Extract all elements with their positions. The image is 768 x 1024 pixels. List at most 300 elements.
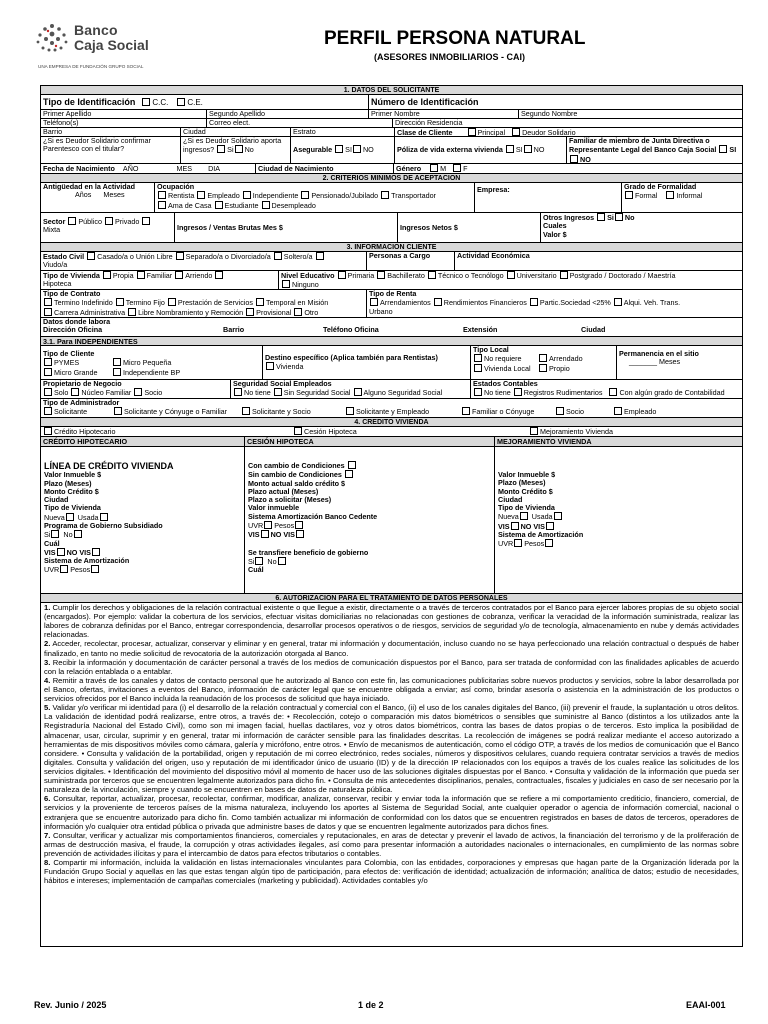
brand-logo — [34, 20, 194, 78]
mej-usada-checkbox[interactable] — [554, 512, 562, 520]
tecnico-label: Técnico o Tecnólogo — [437, 271, 504, 280]
casado-label: Casado/a o Unión Libre — [97, 252, 173, 261]
tecnico-checkbox[interactable] — [428, 271, 436, 279]
aporta-si-checkbox[interactable] — [217, 145, 225, 153]
paragraph-number: 6. — [44, 794, 51, 804]
segundo-nombre-field[interactable]: Segundo Nombre — [521, 110, 578, 118]
pensionado-label: Pensionado/Jubilado — [311, 191, 379, 201]
alqui-checkbox[interactable] — [614, 298, 622, 306]
mej-uvr-checkbox[interactable] — [514, 539, 522, 547]
paragraph-text: Acceder, recolectar, procesar, actualizar, conservar y eliminar y en general, tratar mi información y documentación, incluso cuando no se haya perfeccionado una relación contractual o después de haber finalizado, en tanto no medie solicitud de revocatoria de la autorización otorgada al Banco. — [44, 639, 739, 658]
transportador-label: Transportador — [391, 191, 436, 201]
deudor-aporta-label: ¿Si es Deudor Solidario aporta ingresos? — [183, 137, 282, 155]
temporal-label: Temporal en Misión — [265, 298, 329, 308]
programa-label: Programa de Gobierno Subsidiado — [44, 521, 163, 531]
asegurable-si-checkbox[interactable] — [335, 145, 343, 153]
cedente-vis-label: VIS — [248, 530, 260, 540]
viudo-checkbox[interactable] — [316, 252, 324, 260]
arriendo-label: Arriendo — [185, 271, 213, 280]
cc-label: C.C. — [152, 98, 169, 107]
poliza-si-label: SI — [515, 145, 523, 154]
mixta-label: Mixta — [43, 225, 61, 235]
admin-empleado-checkbox[interactable] — [346, 407, 354, 415]
anio-label: AÑO — [122, 164, 139, 173]
desempleado-label: Desempleado — [271, 200, 316, 210]
propia-checkbox[interactable] — [103, 271, 111, 279]
seguridad-label: Seguridad Social Empleados — [233, 380, 332, 388]
propietario-label: Propietario de Negocio — [43, 380, 122, 388]
rendimientos-checkbox[interactable] — [434, 298, 442, 306]
personas-label: Personas a Cargo — [369, 252, 431, 260]
programa-si-label: Si — [44, 530, 51, 540]
cedente-pesos-checkbox[interactable] — [295, 521, 303, 529]
monto-actual-label: Monto actual saldo crédito $ — [248, 478, 346, 488]
brand-tagline: UNA EMPRESA DE FUNDACIÓN GRUPO SOCIAL — [38, 64, 144, 69]
pesos-checkbox[interactable] — [91, 565, 99, 573]
familiar-viv-label: Familiar — [146, 271, 173, 280]
section-6-title: 6. AUTORIZACION PARA EL TRATAMIENTO DE DATOS PERSONALES — [41, 594, 742, 603]
registros-label: Registros Rudimentarios — [523, 388, 603, 398]
credito-hipotecario-checkbox[interactable] — [44, 427, 52, 435]
registros-checkbox[interactable] — [514, 388, 522, 396]
credito-vivienda-columns — [41, 447, 742, 594]
tipo-vivienda-label: Tipo de Vivienda — [43, 271, 100, 280]
cc-checkbox[interactable] — [142, 98, 150, 106]
mej-usada-label: Usada — [531, 512, 553, 522]
admin-socio-checkbox[interactable] — [242, 407, 250, 415]
con-algun-label: Con algún grado de Contabilidad — [619, 388, 725, 398]
transfiere-si-checkbox[interactable] — [255, 557, 263, 565]
authorization-paragraph — [44, 639, 739, 657]
transfiere-no-checkbox[interactable] — [278, 557, 286, 565]
pesos-label: Pesos — [70, 565, 91, 575]
no-vis-checkbox[interactable] — [92, 548, 100, 556]
grado-label: Grado de Formalidad — [624, 183, 697, 191]
ciudad-credito-label: Ciudad — [44, 495, 69, 505]
cambio-label: Con cambio de Condiciones — [248, 461, 345, 470]
con-algun-checkbox[interactable] — [609, 388, 617, 396]
solo-label: Solo — [54, 388, 69, 398]
pensionado-checkbox[interactable] — [301, 191, 309, 199]
programa-si-checkbox[interactable] — [51, 530, 59, 538]
empresa-label: Empresa: — [477, 185, 510, 194]
mej-plazo-label: Plazo (Meses) — [498, 478, 546, 488]
alqui-label: Alqui. Veh. Trans. — [623, 298, 681, 308]
section-3-title: 3. INFORMACION CLIENTE — [41, 243, 742, 252]
asegurable-si-label: SI — [345, 145, 352, 154]
admin-solicitante-checkbox[interactable] — [44, 407, 52, 415]
mej-valor-inmueble-label: Valor Inmueble $ — [498, 470, 556, 479]
cedente-no-vis-label: NO VIS — [270, 530, 295, 540]
estudiante-label: Estudiante — [224, 200, 259, 210]
ama-casa-checkbox[interactable] — [158, 201, 166, 209]
otros-no-checkbox[interactable] — [615, 213, 623, 221]
paragraph-text: Validar y/o verificar mi identidad para (i) el desarrollo de la relación contractual y comercial con el Banco, (ii) el uso de los canales digitales del Banco, (iii) prevenir el fraude, la suplantación u otros delitos. La validación de identidad podrá realizarse, entre otros, a través de: • Recolección, cotejo o comparación mis datos biométricos o sensibles que suministre al Banco (distintos a los utilizados ante la Registraduría Nacional del Estado Civil), como son mi imagen facial, huellas dactilares, voz y otros datos biométricos, contra las bases de datos propias o de terceros. Esto implica la posibilidad de almacenar, usar, circular, suprimir y en general, tratar mi información de carácter sensible para las finalidades descritas. La recolección de imágenes se podrá realizar mediante el acceso autorizado a herramientas de mis dispositivos móviles como cámara, galería y micrófono, entre otros. • Envío de mecanismos de autenticación, como el código OTP, a través de los medios de comunicación que el Banco considere. • Consulta y validación de la portabilidad, origen y reputación de mi correo electrónico, redes sociales, números y dispositivos celulares, cuando requiera contratar servicios a través de medios digitales. Consulta y validación del origen, uso y reputación de mi identificador único de usuario (ID) y de la dirección IP relacionados con los equipos a través de los cuales realice las solicitudes de los servicios digitales. • Identificación del movimiento del dispositivo móvil al momento de hacer uso de las soluciones digitales dispuestas por el Banco. • Consulta y validación de la información que pueda ser suministrada por terceros que se encuentren legalmente autorizados para dicho fin. • Consulta de mis antecedentes disciplinarios, penales, contractuales, fiscales y judiciales en caso de ser necesario por la naturaleza de la vinculación, siempre y cuando se encuentren en bases de datos de naturaleza pública. — [44, 703, 739, 795]
empleado-checkbox[interactable] — [197, 191, 205, 199]
mej-monto-label: Monto Crédito $ — [498, 486, 553, 496]
poliza-no-label: NO — [533, 145, 545, 154]
deudor-checkbox[interactable] — [512, 128, 520, 136]
mej-tipo-vivienda-label: Tipo de Vivienda — [498, 503, 555, 513]
footer-code: EAAI-001 — [686, 1000, 726, 1010]
separado-checkbox[interactable] — [176, 252, 184, 260]
otros-no-label: No — [624, 213, 635, 222]
prestacion-label: Prestación de Servicios — [177, 298, 253, 308]
ciudad-oficina-label: Ciudad — [581, 325, 606, 335]
sin-seg-checkbox[interactable] — [274, 388, 282, 396]
independiente-label: Independiente — [252, 191, 299, 201]
section-1-title: 1. DATOS DEL SOLICITANTE — [41, 86, 742, 95]
paragraph-text: Consultar, verificar y actualizar mis comportamientos financieros, comerciales y reputacionales, en aras de detectar y prevenir el lavado de activos, la financiación del terrorismo y de la proliferación de armas de destrucción masiva, el fraude, la corrupción y otras actividades ilegales, así como para presentar información a autoridades nacionales o internacionales, en cumplimiento de las normas sobre prevención de actividades ilícitas y para el intercambio de datos para efectos tributarios o contables. — [44, 830, 739, 858]
ciudad-field[interactable]: Ciudad — [181, 128, 291, 136]
casado-checkbox[interactable] — [87, 252, 95, 260]
partic-label: Partic.Sociedad <25% — [539, 298, 611, 308]
arriendo-checkbox[interactable] — [175, 271, 183, 279]
genero-m-label: M — [440, 164, 447, 173]
paragraph-number: 1. — [44, 603, 51, 612]
arrendado-label: Arrendado — [549, 354, 583, 364]
nueva-checkbox[interactable] — [66, 513, 74, 521]
sistema-cedente-label: Sistema Amortización Banco Cedente — [248, 511, 378, 521]
direccion-field[interactable]: Dirección Residencia — [395, 119, 463, 127]
ninguno-label: Ninguno — [292, 280, 319, 289]
independiente-checkbox[interactable] — [243, 191, 251, 199]
col-mejoramiento: MEJORAMIENTO VIVIENDA — [497, 437, 592, 446]
arrendado-checkbox[interactable] — [539, 354, 547, 362]
informal-label: Informal — [676, 191, 703, 201]
authorization-paragraph — [44, 603, 739, 639]
fecha-nac-label: Fecha de Nacimiento — [43, 164, 115, 173]
familiar-label: Familiar de miembro de Junta Directiva o Representante Legal del Banco Caja Social — [569, 137, 717, 155]
indep-bp-label: Independiente BP — [123, 367, 181, 377]
vivienda-dest-checkbox[interactable] — [266, 362, 274, 370]
propio-label: Propio — [549, 363, 570, 373]
primer-apellido-field[interactable]: Primer Apellido — [41, 110, 207, 118]
nivel-label: Nivel Educativo — [281, 271, 335, 280]
propia-label: Propia — [112, 271, 134, 280]
prestacion-checkbox[interactable] — [168, 298, 176, 306]
mej-vis-label: VIS — [498, 521, 510, 531]
soltero-checkbox[interactable] — [274, 252, 282, 260]
page-subtitle: (ASESORES INMOBILIARIOS - CAI) — [374, 52, 526, 62]
no-requiere-checkbox[interactable] — [474, 354, 482, 362]
poliza-label: Póliza de vida externa vivienda — [397, 145, 503, 154]
soltero-label: Soltero/a — [283, 252, 313, 261]
vis-checkbox[interactable] — [57, 548, 65, 556]
seg-no-tiene-label: No tiene — [244, 388, 271, 398]
authorization-paragraph — [44, 831, 739, 858]
estado-civil-label: Estado Civil — [43, 252, 85, 261]
ingresos-ventas-label: Ingresos / Ventas Brutas Mes $ — [177, 223, 283, 232]
cedente-pesos-label: Pesos — [274, 520, 295, 530]
admin-socio2-label: Socio — [566, 407, 584, 417]
formal-checkbox[interactable] — [625, 191, 633, 199]
paragraph-number: 5. — [44, 703, 51, 713]
cedente-no-vis-checkbox[interactable] — [296, 530, 304, 538]
partic-checkbox[interactable] — [530, 298, 538, 306]
cedente-uvr-checkbox[interactable] — [264, 521, 272, 529]
sistema-label: Sistema de Amortización — [44, 556, 130, 566]
paragraph-text: Compartir mi información, incluida la validación en listas internacionales vinculantes para Colombia, con las entidades, corporaciones y empresas que hagan parte de la Organización liderada por la Fundación Grupo Social y aquellas en las que estas tengan algún tipo de participación, para efectos de: verificación de identidad; actualización de información; analítica de datos; estudio de necesidades, hábitos e intereses; implementación de campañas comerciales (marketing y publicidad). Actividades contables y/o — [44, 858, 739, 886]
admin-solicitante-label: Solicitante — [54, 407, 88, 417]
transportador-checkbox[interactable] — [381, 191, 389, 199]
linea-credito-label: LÍNEA DE CRÉDITO VIVIENDA — [44, 461, 174, 471]
extension-label: Extensión — [463, 325, 498, 335]
postgrado-checkbox[interactable] — [560, 271, 568, 279]
familiar-viv-checkbox[interactable] — [137, 271, 145, 279]
mej-uvr-label: UVR — [498, 539, 514, 549]
mixta-checkbox[interactable] — [142, 217, 150, 225]
no-requiere-label: No requiere — [484, 354, 522, 364]
dia-label: DIA — [208, 164, 221, 173]
mej-ciudad-label: Ciudad — [498, 494, 523, 504]
paragraph-number: 8. — [44, 858, 51, 868]
permanencia-meses-label: _______ Meses — [629, 357, 681, 367]
cesion-hipoteca-checkbox[interactable] — [294, 427, 302, 435]
pymes-checkbox[interactable] — [44, 358, 52, 366]
carrera-checkbox[interactable] — [44, 308, 52, 316]
principal-checkbox[interactable] — [468, 128, 476, 136]
libre-label: Libre Nombramiento y Remoción — [138, 307, 244, 317]
mej-vis-checkbox[interactable] — [511, 522, 519, 530]
privado-label: Privado — [114, 217, 140, 226]
tipo-admin-label: Tipo de Administrador — [43, 399, 120, 407]
sector-label: Sector — [43, 217, 66, 226]
familiar-si-checkbox[interactable] — [719, 145, 727, 153]
rendimientos-label: Rendimientos Financieros — [443, 298, 527, 308]
transfiere-cual-label: Cuál — [248, 565, 264, 575]
publico-checkbox[interactable] — [68, 217, 76, 225]
monto-label: Monto Crédito $ — [44, 486, 99, 496]
uvr-label: UVR — [44, 565, 60, 575]
cedente-vis-checkbox[interactable] — [261, 530, 269, 538]
tipo-renta-label: Tipo de Renta — [369, 290, 417, 298]
aporta-no-label: No — [244, 145, 254, 155]
destino-label: Destino específico (Aplica también para Rentistas) — [265, 353, 438, 362]
cedente-uvr-label: UVR — [248, 520, 264, 530]
otros-si-checkbox[interactable] — [597, 213, 605, 221]
usada-checkbox[interactable] — [100, 513, 108, 521]
mej-pesos-label: Pesos — [524, 539, 545, 549]
mes-label: MES — [176, 164, 193, 173]
barrio-field[interactable]: Barrio — [41, 128, 181, 136]
paragraph-number: 4. — [44, 675, 51, 685]
tipo-vivienda-credito-label: Tipo de Vivienda — [44, 503, 101, 513]
aporta-no-checkbox[interactable] — [235, 145, 243, 153]
paragraph-number: 7. — [44, 830, 51, 840]
hipoteca-label: Hipoteca — [43, 279, 72, 289]
segundo-apellido-field[interactable]: Segundo Apellido — [207, 110, 369, 118]
uvr-checkbox[interactable] — [60, 565, 68, 573]
authorization-paragraph — [44, 858, 739, 885]
indep-bp-checkbox[interactable] — [113, 368, 121, 376]
estudiante-checkbox[interactable] — [215, 201, 223, 209]
brand-line1: Banco — [74, 22, 118, 38]
nucleo-label: Núcleo Familiar — [81, 388, 132, 398]
paragraph-text: Remitir a través de los canales y datos de contacto personal que he autorizado al Banco con este fin, las comunicaciones publicitarias sobre nuevos productos y servicios, sobre la labor desarrollada por el Banco, ofertas, invitaciones a eventos del Banco, información de carácter legal que se encuentre obligada a enviar; así como, brindar asesoría o asistencia en la administración de los productos o servicios ofrecidos por el Banco incluida la reanudación de los procesos de solicitud que haya iniciado. — [44, 675, 739, 704]
datos-labora-label: Datos donde labora — [43, 318, 111, 326]
telefono-field[interactable]: Teléfono(s) — [41, 119, 207, 127]
header — [34, 20, 744, 78]
propio-checkbox[interactable] — [539, 364, 547, 372]
genero-label: Género — [396, 164, 422, 173]
actividad-label: Actividad Económica — [457, 252, 530, 260]
primaria-label: Primaria — [347, 271, 375, 280]
urbano-label: Urbano — [369, 306, 393, 316]
section-4-title: 4. CREDITO VIVIENDA — [41, 418, 742, 427]
authorization-paragraph — [44, 676, 739, 703]
authorization-paragraph — [44, 794, 739, 830]
otros-ingresos-label: Otros Ingresos — [543, 213, 595, 222]
authorization-paragraph — [44, 703, 739, 794]
cesion-hipoteca-label: Cesión Hipoteca — [304, 427, 357, 436]
correo-field[interactable]: Correo elect. — [207, 119, 393, 127]
mej-nueva-label: Nueva — [498, 512, 519, 522]
vis-label: VIS — [44, 547, 56, 557]
temporal-checkbox[interactable] — [256, 298, 264, 306]
section-2-title: 2. CRITERIOS MINIMOS DE ACEPTACION — [41, 174, 742, 183]
pymes-label: PYMES — [54, 358, 80, 368]
viudo-label: Viudo/a — [43, 260, 68, 270]
plazo-actual-label: Plazo actual (Meses) — [248, 486, 319, 496]
otro-checkbox[interactable] — [294, 308, 302, 316]
bachillerato-checkbox[interactable] — [377, 271, 385, 279]
formal-label: Formal — [635, 191, 658, 201]
arrendamientos-label: Arrendamientos — [380, 298, 431, 308]
poliza-si-checkbox[interactable] — [506, 145, 514, 153]
antiguedad-label: Antigüedad en la Actividad — [43, 183, 135, 191]
paragraph-text: Cumplir los derechos y obligaciones de la relación contractual existente o que llegue a existir, directamente o a través de terceros contratados por el Banco para ejercer labores propias de su objeto social (encargados). Por ejemplo: validar la cobertura de los servicios, efectuar visitas domiciliarias no relacionadas con gestiones de cobranza, verificar la veracidad de la información suministrada, realizar las labores de cobranza definidas por el Banco, entregar correspondencia, desarrollar procesos operativos o de riesgos, servicios de seguridad y/o de tecnología, almacenamiento en nube y demás actividades relacionadas. — [44, 603, 739, 640]
authorization-text — [41, 603, 742, 946]
tel-oficina-label: Teléfono Oficina — [323, 325, 379, 335]
est-no-tiene-label: No tiene — [484, 388, 511, 398]
arrendamientos-checkbox[interactable] — [370, 298, 378, 306]
tipo-id-label: Tipo de Identificación — [43, 97, 136, 107]
transfiere-si-label: Si — [248, 556, 255, 566]
mej-no-vis-checkbox[interactable] — [546, 522, 554, 530]
independientes-title: 3.1. Para INDEPENDIENTES — [41, 337, 742, 346]
familiar-no-checkbox[interactable] — [570, 155, 578, 163]
publico-label: Público — [78, 217, 102, 226]
tipo-cliente-label: Tipo de Cliente — [43, 349, 95, 358]
nueva-label: Nueva — [44, 512, 65, 522]
provisional-checkbox[interactable] — [246, 308, 254, 316]
asegurable-no-label: NO — [362, 145, 374, 154]
credito-hipotecario-label: Crédito Hipotecario — [54, 427, 116, 436]
mej-no-vis-label: NO VIS — [520, 521, 545, 531]
estrato-field[interactable]: Estrato — [291, 128, 395, 136]
sin-seg-label: Sin Seguridad Social — [283, 388, 351, 398]
sin-cambio-checkbox[interactable] — [345, 470, 353, 478]
micro-pequena-label: Micro Pequeña — [123, 358, 172, 368]
micro-grande-checkbox[interactable] — [44, 368, 52, 376]
logo-dots-icon — [34, 22, 70, 58]
programa-no-checkbox[interactable] — [74, 530, 82, 538]
admin-empleado2-label: Empleado — [624, 407, 657, 417]
genero-f-checkbox[interactable] — [453, 164, 461, 172]
cambio-checkbox[interactable] — [348, 461, 356, 469]
micro-pequena-checkbox[interactable] — [113, 358, 121, 366]
form — [40, 85, 743, 947]
provisional-label: Provisional — [256, 307, 292, 317]
micro-grande-label: Micro Grande — [54, 367, 98, 377]
genero-m-checkbox[interactable] — [430, 164, 438, 172]
dir-oficina-label: Dirección Oficina — [43, 325, 103, 335]
ce-checkbox[interactable] — [177, 98, 185, 106]
carrera-label: Carrera Administrativa — [54, 307, 126, 317]
universitario-checkbox[interactable] — [507, 271, 515, 279]
est-no-tiene-checkbox[interactable] — [474, 388, 482, 396]
ninguno-checkbox[interactable] — [282, 280, 290, 288]
vivienda-local-checkbox[interactable] — [474, 364, 482, 372]
mej-nueva-checkbox[interactable] — [520, 512, 528, 520]
hipoteca-checkbox[interactable] — [215, 271, 223, 279]
admin-empleado-label: Solicitante y Empleado — [356, 407, 430, 417]
primer-nombre-field[interactable]: Primer Nombre — [369, 110, 519, 118]
familiar-si-label: SI — [729, 145, 737, 155]
footer-revision: Rev. Junio / 2025 — [34, 1000, 107, 1010]
privado-checkbox[interactable] — [105, 217, 113, 225]
col-cesion-hipoteca: CESIÓN HIPOTECA — [245, 437, 495, 446]
transfiere-label: Se transfiere beneficio de gobierno — [248, 547, 369, 557]
bachillerato-label: Bachillerato — [387, 271, 425, 280]
clase-cliente-label: Clase de Cliente — [397, 128, 453, 136]
mej-pesos-checkbox[interactable] — [545, 539, 553, 547]
mejoramiento-checkbox[interactable] — [530, 427, 538, 435]
admin-conyuge-label: Solicitante y Cónyuge o Familiar — [124, 407, 228, 417]
indefinido-checkbox[interactable] — [44, 298, 52, 306]
tipo-local-label: Tipo Local — [473, 346, 509, 354]
plazo-solicitar-label: Plazo a solicitar (Meses) — [248, 495, 332, 505]
mej-sistema-label: Sistema de Amortización — [498, 529, 584, 539]
programa-no-label: No — [63, 530, 73, 540]
sin-cambio-label: Sin cambio de Condiciones — [248, 470, 342, 480]
seg-no-tiene-checkbox[interactable] — [234, 388, 242, 396]
otros-si-label: Si — [607, 213, 614, 222]
desempleado-checkbox[interactable] — [262, 201, 270, 209]
socio-checkbox[interactable] — [134, 388, 142, 396]
valor-inmueble-label: Valor Inmueble $ — [44, 470, 102, 480]
vivienda-local-label: Vivienda Local — [484, 363, 531, 373]
poliza-no-checkbox[interactable] — [524, 145, 532, 153]
col-credito-hipotecario: CRÉDITO HIPOTECARIO — [41, 437, 245, 446]
paragraph-text: Consultar, reportar, actualizar, procesar, recolectar, confirmar, modificar, analizar, conservar, recibir y enviar toda la información que se refiere a mi comportamiento crediticio, financiero, comercial, de servicios y la proveniente de terceros países de la misma naturaleza, incluyendo los aportes al Sistema de Seguridad Social, ante cualquier operador o agencia de información comercial, nacional o extranjera que se encuentre autorizado para dicho fin. Como también actualizar mi información de conformidad con los datos que se encuentren registrados en bases de datos de terceros, operadores de información y/o cualquier otra entidad pública o privada que administre bases de datos y que se encuentren legalmente autorizados para dichos fines. — [44, 794, 739, 831]
fijo-checkbox[interactable] — [116, 298, 124, 306]
rentista-checkbox[interactable] — [158, 191, 166, 199]
footer-page: 1 de 2 — [358, 1000, 384, 1010]
admin-socio2-checkbox[interactable] — [556, 407, 564, 415]
asegurable-no-checkbox[interactable] — [353, 145, 361, 153]
solo-checkbox[interactable] — [44, 388, 52, 396]
admin-familiar-checkbox[interactable] — [462, 407, 470, 415]
indefinido-label: Termino Indefinido — [54, 298, 113, 308]
plazo-label: Plazo (Meses) — [44, 478, 92, 488]
informal-checkbox[interactable] — [666, 191, 674, 199]
asegurable-label: Asegurable — [293, 145, 333, 154]
no-vis-label: NO VIS — [66, 547, 91, 557]
genero-f-label: F — [463, 164, 468, 173]
libre-checkbox[interactable] — [128, 308, 136, 316]
valor-inm-label: Valor inmueble — [248, 503, 300, 513]
admin-conyuge-checkbox[interactable] — [114, 407, 122, 415]
meses-label: Meses — [103, 190, 125, 200]
ce-label: C.E. — [187, 98, 203, 107]
nucleo-checkbox[interactable] — [71, 388, 79, 396]
admin-empleado2-checkbox[interactable] — [614, 407, 622, 415]
deudor-pariente-field[interactable]: ¿Si es Deudor Solidario confirmar Parentesco con el titular? — [41, 137, 181, 163]
algun-seg-checkbox[interactable] — [354, 388, 362, 396]
primaria-checkbox[interactable] — [338, 271, 346, 279]
